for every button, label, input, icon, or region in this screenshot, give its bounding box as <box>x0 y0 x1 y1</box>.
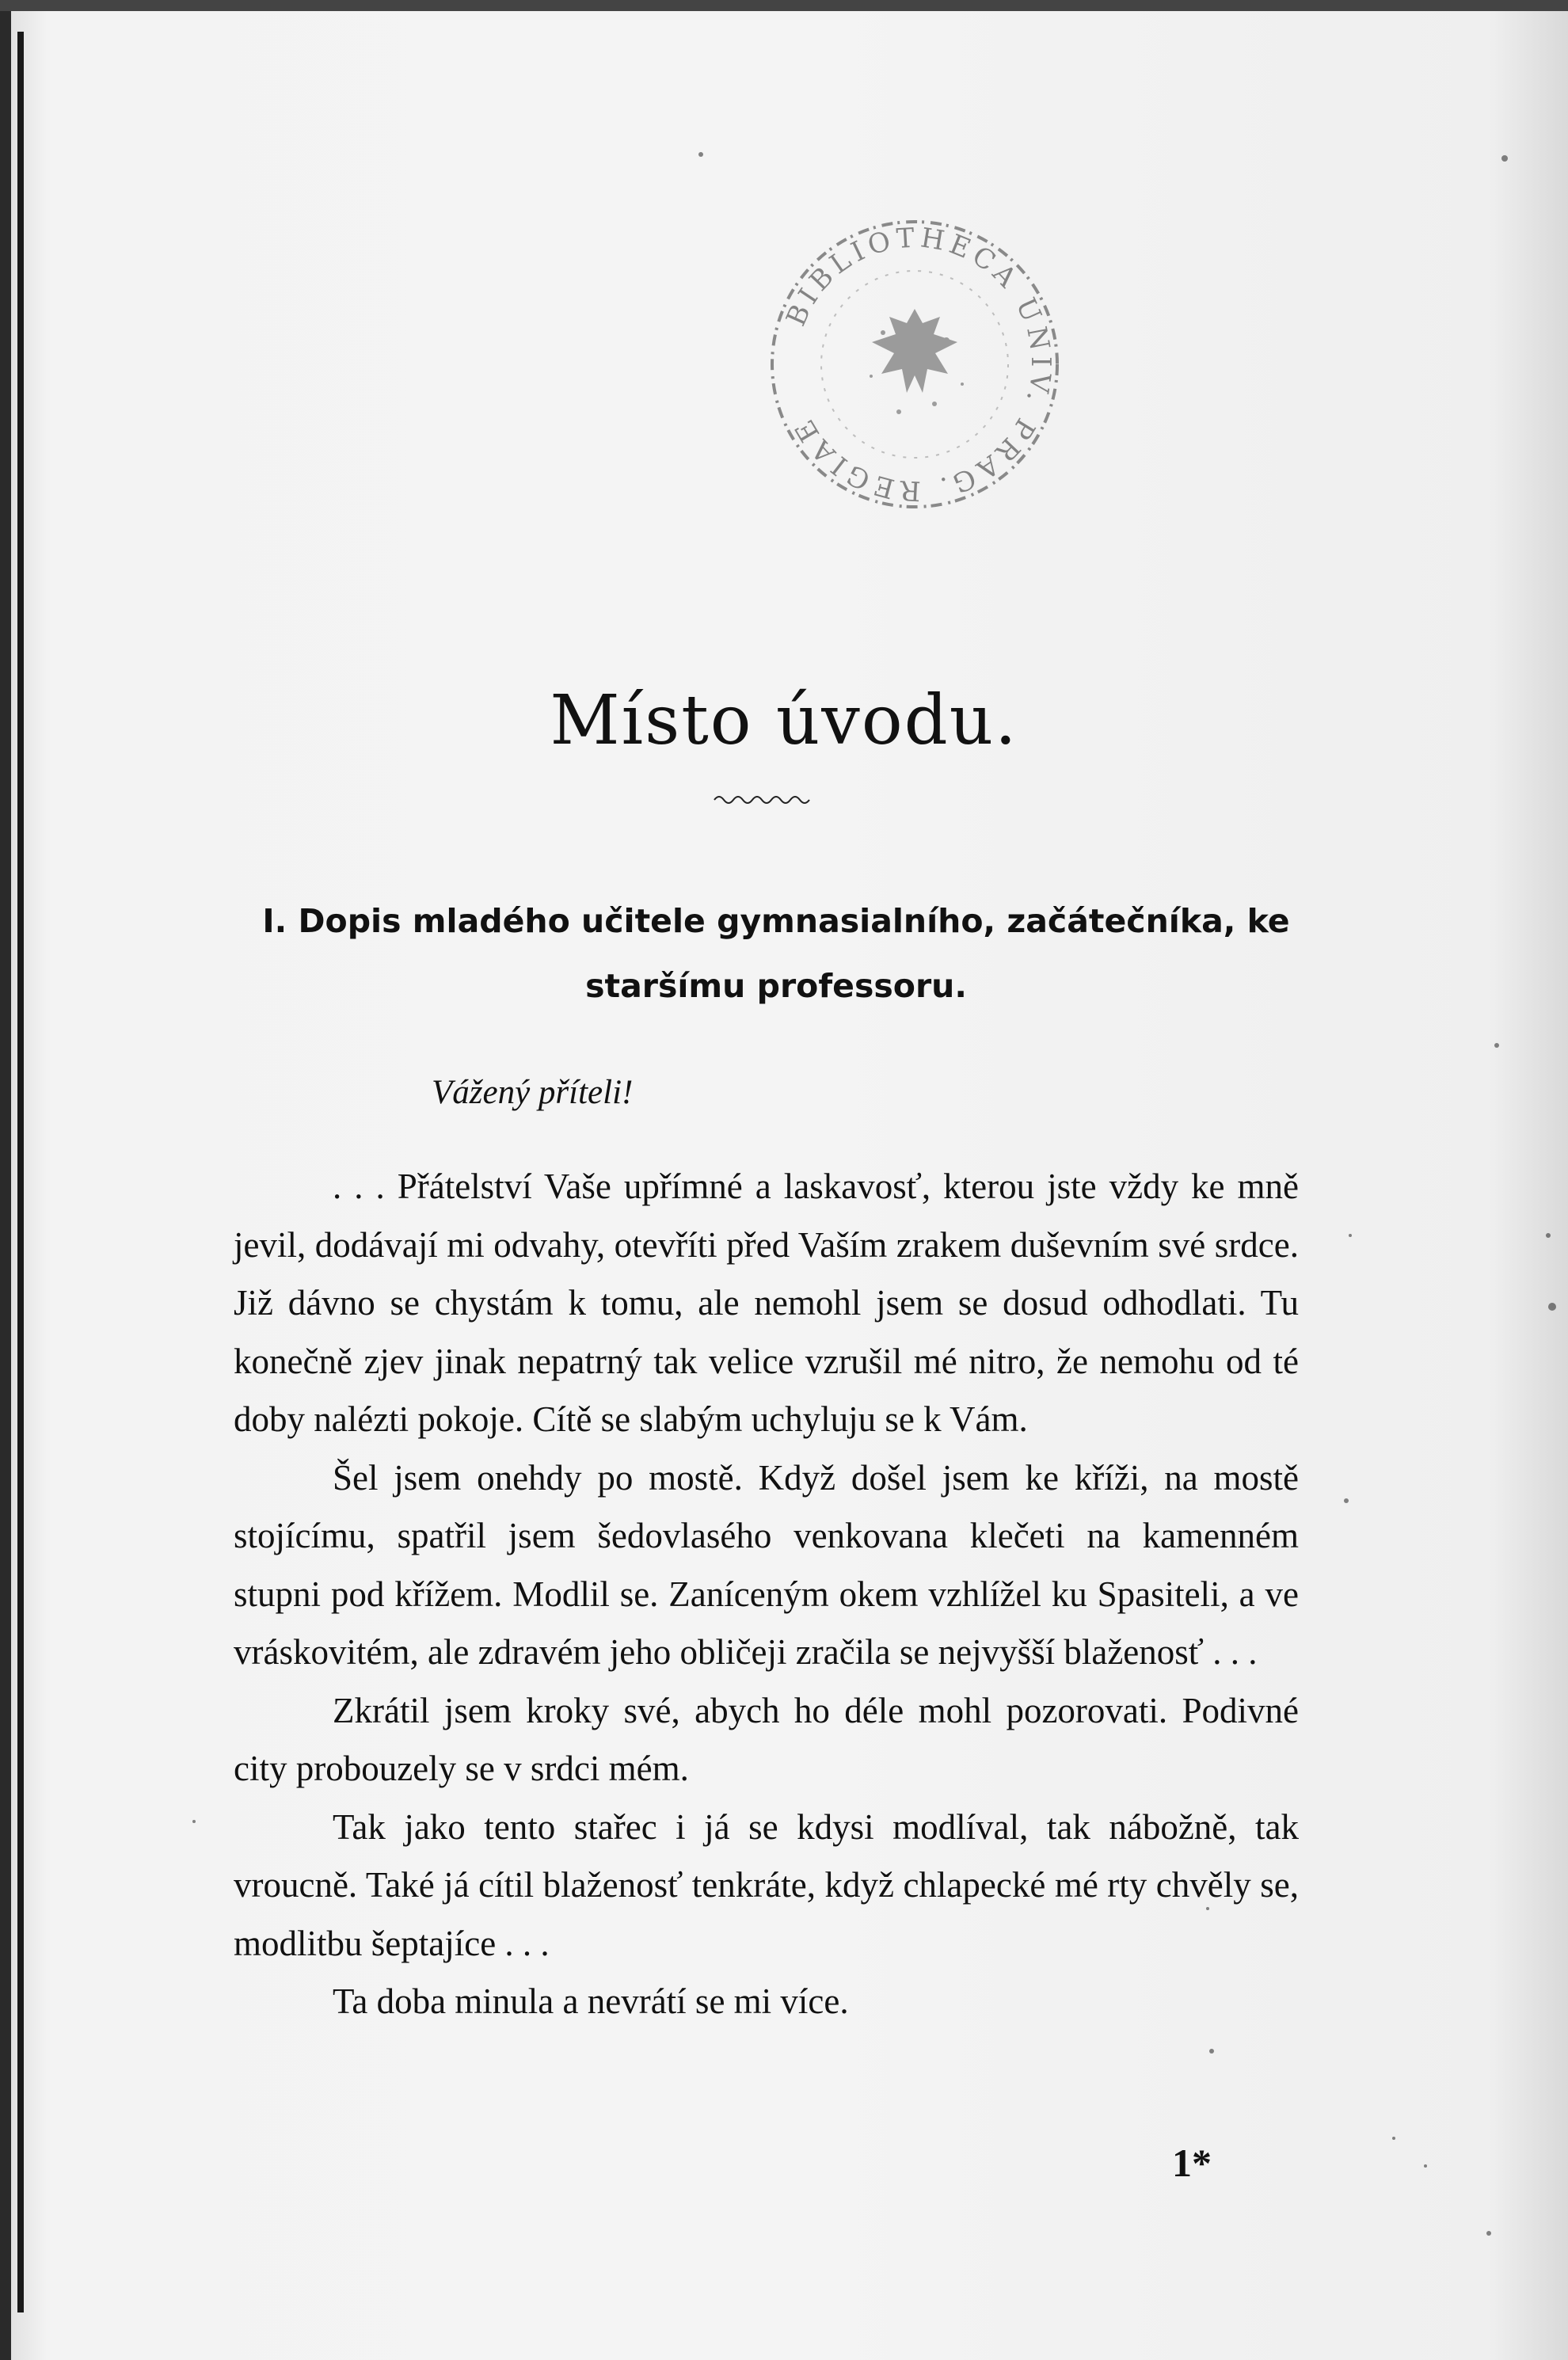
paragraph: Ta doba minula a nevrátí se mi více. <box>333 1981 849 2021</box>
stamp-lettering: BIBLIOTHECA UNIV. PRAG. REGIAE <box>780 222 1057 507</box>
letter-heading-line-2: staršímu professoru. <box>585 967 967 1005</box>
signature-mark: 1* <box>1172 2141 1212 2185</box>
paragraph: . . . Přátelství Vaše upřímné a laskavosť, kterou jste vždy ke mně jevil, dodávají mi odvahy, otevříti před Vaším zrakem duševním své srdce. Již dávno se chystám k tomu, ale nemohl jsem se dosud odhodlati. Tu konečně zjev jinak nepatrný tak velice vzrušil mé nitro, že nemohu od té doby nalézti pokoje. Cítě se slabým uchyluju se k Vám. <box>234 1167 1299 1439</box>
title-ornament <box>713 790 816 806</box>
binding-shadow <box>0 0 11 2360</box>
paragraph: Zkrátil jsem kroky své, abych ho déle mohl pozorovati. Podivné city probouzely se v srdci mém. <box>234 1690 1299 1788</box>
page-edge-line <box>17 32 24 2312</box>
stamp-eagle-emblem <box>870 309 964 414</box>
paragraph: Tak jako tento stařec i já se kdysi modlíval, tak nábožně, tak vroucně. Také já cítil blaženosť tenkráte, když chlapecké mé rty chvěly se, modlitbu šeptajíce . . . <box>234 1806 1299 1963</box>
top-edge-shadow <box>0 0 1568 11</box>
paragraph: Šel jsem onehdy po mostě. Když došel jsem ke kříži, na mostě stojícímu, spatřil jsem šedovlasého venkovana klečeti na kamenném stupni pod křížem. Modlil se. Zaníceným okem vzhlížel ku Spasiteli, a ve vráskovitém, ale zdravém jeho obličeji zračila se nejvyšší blaženosť . . . <box>234 1457 1299 1672</box>
letter-heading-line-1: I. Dopis mladého učitele gymnasialního, začátečníka, ke <box>262 902 1290 940</box>
chapter-title: Místo úvodu. <box>550 681 1018 760</box>
letter-body <box>234 1158 1299 2031</box>
library-stamp <box>764 214 1065 515</box>
letter-heading <box>222 889 1330 1018</box>
salutation: Vážený příteli! <box>432 1074 634 1111</box>
